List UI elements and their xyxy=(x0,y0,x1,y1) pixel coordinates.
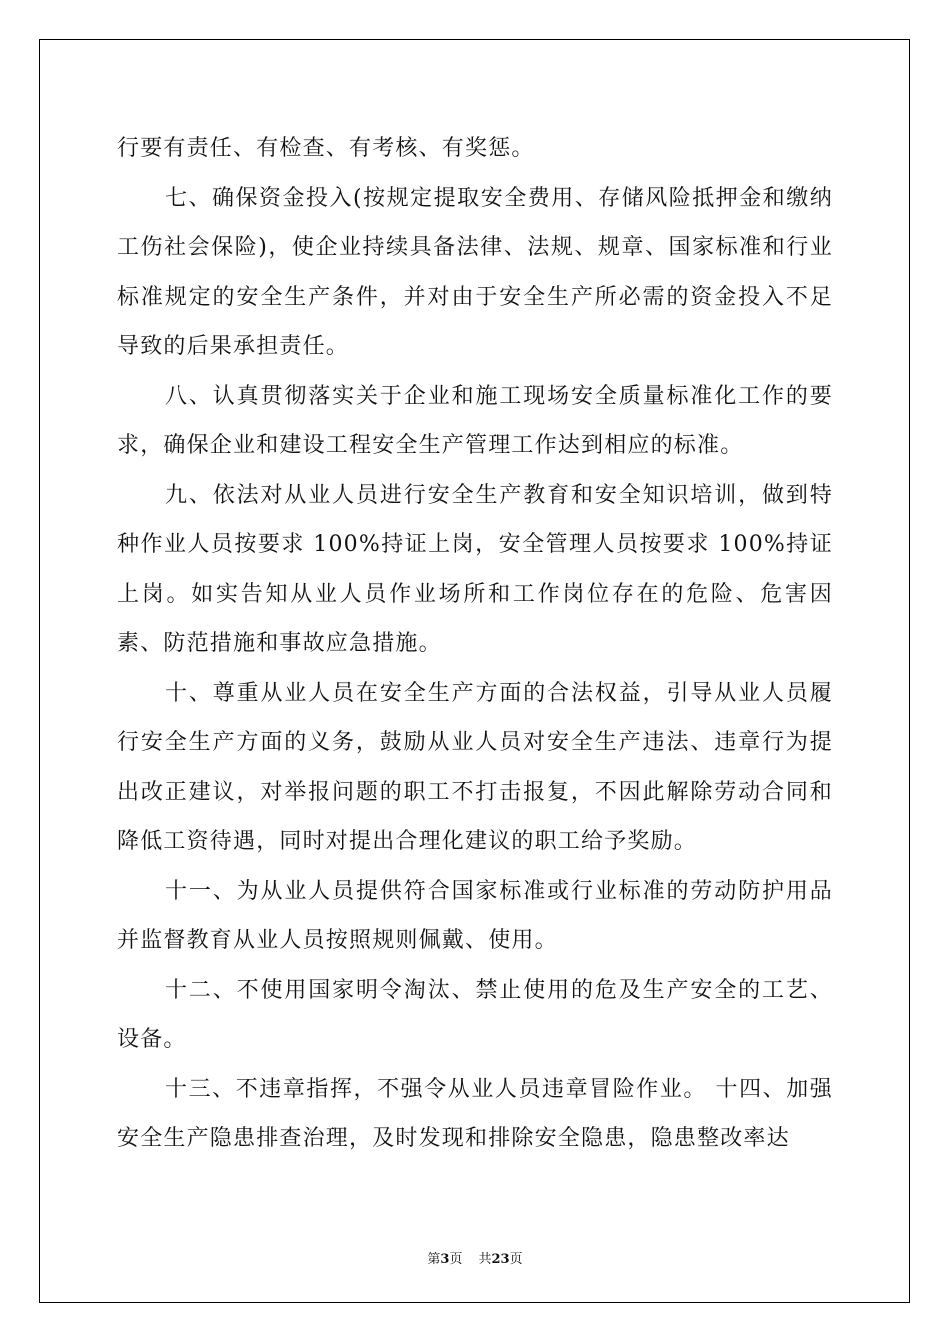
total-suffix: 页 xyxy=(509,1252,523,1267)
page-prefix: 第 xyxy=(427,1252,441,1267)
total-prefix: 共 xyxy=(478,1252,492,1267)
page-number: 3 xyxy=(440,1252,450,1267)
paragraph: 行要有责任、有检查、有考核、有奖惩。 xyxy=(117,136,535,161)
paragraph: 十二、不使用国家明令淘汰、禁止使用的危及生产安全的工艺、设备。 xyxy=(117,977,833,1052)
page-suffix: 页 xyxy=(449,1252,463,1267)
paragraph: 七、确保资金投入(按规定提取安全费用、存储风险抵押金和缴纳工伤社会保险)，使企业持续具备法律、法规、规章、国家标准和行业标准规定的安全生产条件，并对由于安全生产所必需的资金投入不足导致的后果承担责任。 xyxy=(117,185,833,359)
page-footer xyxy=(0,1248,950,1267)
total-pages: 23 xyxy=(491,1252,510,1267)
paragraph: 十、尊重从业人员在安全生产方面的合法权益，引导从业人员履行安全生产方面的义务，鼓励从业人员对安全生产违法、违章行为提出改正建议，对举报问题的职工不打击报复，不因此解除劳动合同和降低工资待遇，同时对提出合理化建议的职工给予奖励。 xyxy=(117,680,833,854)
paragraph: 十一、为从业人员提供符合国家标准或行业标准的劳动防护用品并监督教育从业人员按照规则佩戴、使用。 xyxy=(117,878,833,953)
document-body xyxy=(117,124,833,1164)
paragraph: 九、依法对从业人员进行安全生产教育和安全知识培训，做到特种作业人员按要求 100%持证上岗，安全管理人员按要求 100%持证上岗。如实告知从业人员作业场所和工作岗位存在的危险、危害因素、防范措施和事故应急措施。 xyxy=(117,482,833,656)
paragraph: 八、认真贯彻落实关于企业和施工现场安全质量标准化工作的要求，确保企业和建设工程安全生产管理工作达到相应的标准。 xyxy=(117,383,833,458)
paragraph: 十三、不违章指挥，不强令从业人员违章冒险作业。 十四、加强安全生产隐患排查治理，及时发现和排除安全隐患，隐患整改率达 xyxy=(117,1076,833,1151)
